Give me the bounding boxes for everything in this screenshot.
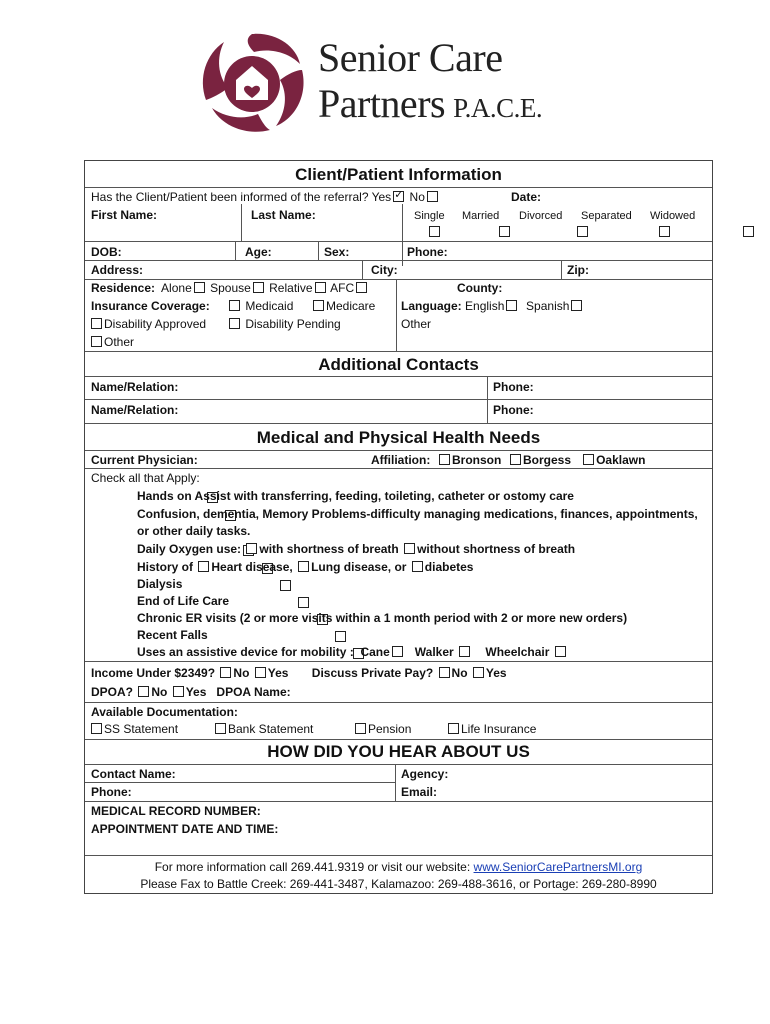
disability-approved-label: Disability Approved [104, 317, 207, 331]
language-row [401, 299, 584, 313]
private-pay-yes-checkbox[interactable] [473, 667, 484, 678]
divider [85, 764, 712, 765]
divider [85, 782, 396, 783]
widowed-checkbox[interactable] [743, 226, 754, 237]
doc-pension [353, 722, 411, 736]
diabetes-checkbox[interactable] [412, 561, 423, 572]
doc-ss [89, 722, 178, 736]
dpoa-label: DPOA? [91, 685, 133, 699]
item2-label-b: or other daily tasks. [137, 524, 251, 538]
mrn-label: MEDICAL RECORD NUMBER: [91, 804, 261, 818]
medicaid-checkbox[interactable] [229, 300, 240, 311]
wheelchair-checkbox[interactable] [555, 646, 566, 657]
affiliation-row [371, 453, 645, 467]
divider [396, 279, 397, 351]
lung-label: Lung disease, or [311, 560, 407, 574]
disability-pending-label: Disability Pending [245, 317, 341, 331]
spanish-label: Spanish [526, 299, 570, 313]
english-label: English [465, 299, 505, 313]
brand-pace: P.A.C.E. [453, 93, 543, 123]
divider [85, 351, 712, 352]
referral-form [84, 160, 713, 894]
income-label: Income Under $2349? [91, 666, 216, 680]
avail-doc-label: Available Documentation: [91, 705, 238, 719]
divider [235, 241, 236, 260]
oxygen-sob-label: with shortness of breath [259, 542, 399, 556]
brand-partners: Partners [318, 81, 446, 126]
dpoa-no-label: No [151, 685, 168, 699]
oxygen-sob-checkbox[interactable] [246, 543, 257, 554]
footer-info-text: For more information call 269.441.9319 or visit our website: [154, 860, 471, 874]
heart-label: Heart disease, [211, 560, 293, 574]
section-title-contacts: Additional Contacts [318, 355, 479, 374]
history-label: History of [137, 560, 194, 574]
address-label: Address: [91, 263, 144, 277]
divider [318, 241, 319, 260]
item3-row [137, 542, 575, 556]
medicare-label: Medicare [326, 299, 376, 313]
oxygen-no-sob-label: without shortness of breath [417, 542, 576, 556]
marital-single: Single [414, 210, 445, 222]
brand-name-line2 [318, 82, 542, 130]
language-other-label: Other [401, 317, 432, 331]
walker-checkbox[interactable] [459, 646, 470, 657]
date-label: Date: [511, 190, 542, 204]
income-yes-label: Yes [267, 666, 289, 680]
private-pay-no-checkbox[interactable] [439, 667, 450, 678]
divider [395, 764, 396, 801]
medicare-checkbox[interactable] [313, 300, 324, 311]
county-label: County: [457, 281, 503, 295]
insurance-other-checkbox[interactable] [91, 336, 102, 347]
divider [241, 204, 242, 241]
single-checkbox[interactable] [429, 226, 440, 237]
divorced-checkbox[interactable] [577, 226, 588, 237]
bronson-label: Bronson [452, 453, 502, 467]
private-pay-no-label: No [451, 666, 468, 680]
email-label: Email: [401, 785, 438, 799]
residence-label: Residence: [91, 281, 156, 295]
income-yes-checkbox[interactable] [255, 667, 266, 678]
disability-approved-checkbox[interactable] [91, 318, 102, 329]
doc-bank [213, 722, 313, 736]
hear-phone-label: Phone: [91, 785, 132, 799]
check-all-label: Check all that Apply: [91, 471, 200, 485]
phone-label: Phone: [407, 245, 448, 259]
informed-no-checkbox[interactable] [427, 191, 438, 202]
medicaid-label: Medicaid [245, 299, 294, 313]
income-row [91, 666, 507, 680]
divider [85, 801, 712, 802]
contact2-name-label: Name/Relation: [91, 403, 179, 417]
cane-label: Cane [360, 645, 390, 659]
divider [487, 376, 488, 423]
dpoa-yes-checkbox[interactable] [173, 686, 184, 697]
lung-checkbox[interactable] [298, 561, 309, 572]
zip-label: Zip: [567, 263, 589, 277]
divider [85, 399, 712, 400]
relative-checkbox[interactable] [315, 282, 326, 293]
item9-row [137, 645, 568, 659]
marital-widowed: Widowed [650, 210, 696, 222]
language-label: Language: [401, 299, 462, 313]
divider [85, 661, 712, 662]
last-name-label: Last Name: [251, 208, 316, 222]
pension-label: Pension [368, 722, 412, 736]
divider [85, 260, 712, 261]
alone-checkbox[interactable] [194, 282, 205, 293]
oaklawn-label: Oaklawn [596, 453, 646, 467]
appointment-label: APPOINTMENT DATE AND TIME: [91, 822, 279, 836]
divider [85, 450, 712, 451]
divider [85, 279, 712, 280]
doc-life [446, 722, 536, 736]
life-insurance-label: Life Insurance [461, 722, 537, 736]
divider [85, 241, 712, 242]
marital-separated: Separated [581, 210, 632, 222]
heart-checkbox[interactable] [198, 561, 209, 572]
life-insurance-checkbox[interactable] [448, 723, 459, 734]
section-title-client: Client/Patient Information [295, 165, 502, 184]
item8-checkbox[interactable] [335, 631, 346, 642]
section-title-hear: HOW DID YOU HEAR ABOUT US [267, 742, 530, 761]
divider [85, 376, 712, 377]
brand-name-line1: Senior Care [318, 35, 503, 80]
item5-checkbox[interactable] [280, 580, 291, 591]
income-no-checkbox[interactable] [220, 667, 231, 678]
contact1-phone-label: Phone: [493, 380, 534, 394]
dpoa-no-checkbox[interactable] [138, 686, 149, 697]
item7-label: Chronic ER visits (2 or more visits within a 1 month period with 2 or more new orders) [137, 611, 628, 625]
insurance-other-label: Other [104, 335, 135, 349]
oxygen-no-sob-checkbox[interactable] [404, 543, 415, 554]
dpoa-row [91, 685, 291, 699]
city-label: City: [371, 263, 398, 277]
diabetes-label: diabetes [424, 560, 474, 574]
res-spouse: Spouse [210, 281, 251, 295]
residence-row [91, 281, 369, 295]
contact-name-label: Contact Name: [91, 767, 176, 781]
bank-statement-label: Bank Statement [228, 722, 314, 736]
physician-label: Current Physician: [91, 453, 198, 467]
wheelchair-label: Wheelchair [485, 645, 550, 659]
bronson-checkbox[interactable] [439, 454, 450, 465]
item2-label-a: Confusion, dementia, Memory Problems-difficulty managing medications, finances, appointments, [137, 507, 698, 521]
spouse-checkbox[interactable] [253, 282, 264, 293]
disability-approved-option [89, 317, 206, 331]
dpoa-name-label: DPOA Name: [216, 685, 291, 699]
item5-label: Dialysis [137, 577, 183, 591]
divider [85, 468, 712, 469]
medicare-option [311, 299, 375, 313]
footer-line1 [85, 858, 712, 876]
english-checkbox[interactable] [506, 300, 517, 311]
item6-checkbox[interactable] [298, 597, 309, 608]
affiliation-label: Affiliation: [371, 453, 431, 467]
senior-care-partners-logo-mark [196, 30, 308, 135]
agency-label: Agency: [401, 767, 449, 781]
age-label: Age: [245, 245, 272, 259]
item8-label: Recent Falls [137, 628, 208, 642]
walker-label: Walker [414, 645, 454, 659]
married-checkbox[interactable] [499, 226, 510, 237]
afc-checkbox[interactable] [356, 282, 367, 293]
private-pay-yes-label: Yes [485, 666, 507, 680]
disability-pending-option [227, 317, 341, 331]
marital-divorced: Divorced [519, 210, 563, 222]
item4-row [137, 560, 473, 574]
ss-statement-label: SS Statement [104, 722, 179, 736]
logo [196, 30, 596, 135]
pension-checkbox[interactable] [355, 723, 366, 734]
item6-label: End of Life Care [137, 594, 230, 608]
divider [85, 855, 712, 856]
mobility-label: Uses an assistive device for mobility : [137, 645, 354, 659]
disability-pending-checkbox[interactable] [229, 318, 240, 329]
website-link[interactable]: www.SeniorCarePartnersMI.org [473, 860, 643, 874]
private-pay-label: Discuss Private Pay? [311, 666, 434, 680]
divider [85, 702, 712, 703]
contact2-phone-label: Phone: [493, 403, 534, 417]
oaklawn-checkbox[interactable] [583, 454, 594, 465]
res-afc: AFC [330, 281, 355, 295]
marital-married: Married [462, 210, 500, 222]
divider [402, 204, 403, 266]
divider [561, 260, 562, 279]
separated-checkbox[interactable] [659, 226, 670, 237]
contact1-name-label: Name/Relation: [91, 380, 179, 394]
divider [85, 739, 712, 740]
insurance-text: Insurance Coverage: [91, 299, 210, 313]
informed-yes-checkbox[interactable] [393, 191, 404, 202]
informed-no-label: No [409, 190, 425, 204]
footer-line2: Please Fax to Battle Creek: 269-441-3487, Kalamazoo: 269-488-3616, or Portage: 269-280-8990 [140, 877, 657, 891]
divider [85, 423, 712, 424]
res-alone: Alone [161, 281, 192, 295]
insurance-label [91, 299, 210, 313]
divider [362, 260, 363, 279]
informed-question [91, 190, 440, 204]
item1-label: Hands on Assist with transferring, feeding, toileting, catheter or ostomy care [137, 489, 574, 503]
ss-statement-checkbox[interactable] [91, 723, 102, 734]
bank-statement-checkbox[interactable] [215, 723, 226, 734]
borgess-checkbox[interactable] [510, 454, 521, 465]
insurance-other-option [89, 335, 134, 349]
borgess-label: Borgess [523, 453, 572, 467]
section-title-medical: Medical and Physical Health Needs [256, 428, 541, 447]
res-relative: Relative [269, 281, 313, 295]
first-name-label: First Name: [91, 208, 158, 222]
oxygen-label: Daily Oxygen use: [137, 542, 242, 556]
cane-checkbox[interactable] [392, 646, 403, 657]
dob-label: DOB: [91, 245, 122, 259]
income-no-label: No [233, 666, 250, 680]
dpoa-yes-label: Yes [185, 685, 207, 699]
spanish-checkbox[interactable] [571, 300, 582, 311]
sex-label: Sex: [324, 245, 350, 259]
informed-label: Has the Client/Patient been informed of the referral? Yes [91, 190, 392, 204]
medicaid-option [227, 299, 293, 313]
